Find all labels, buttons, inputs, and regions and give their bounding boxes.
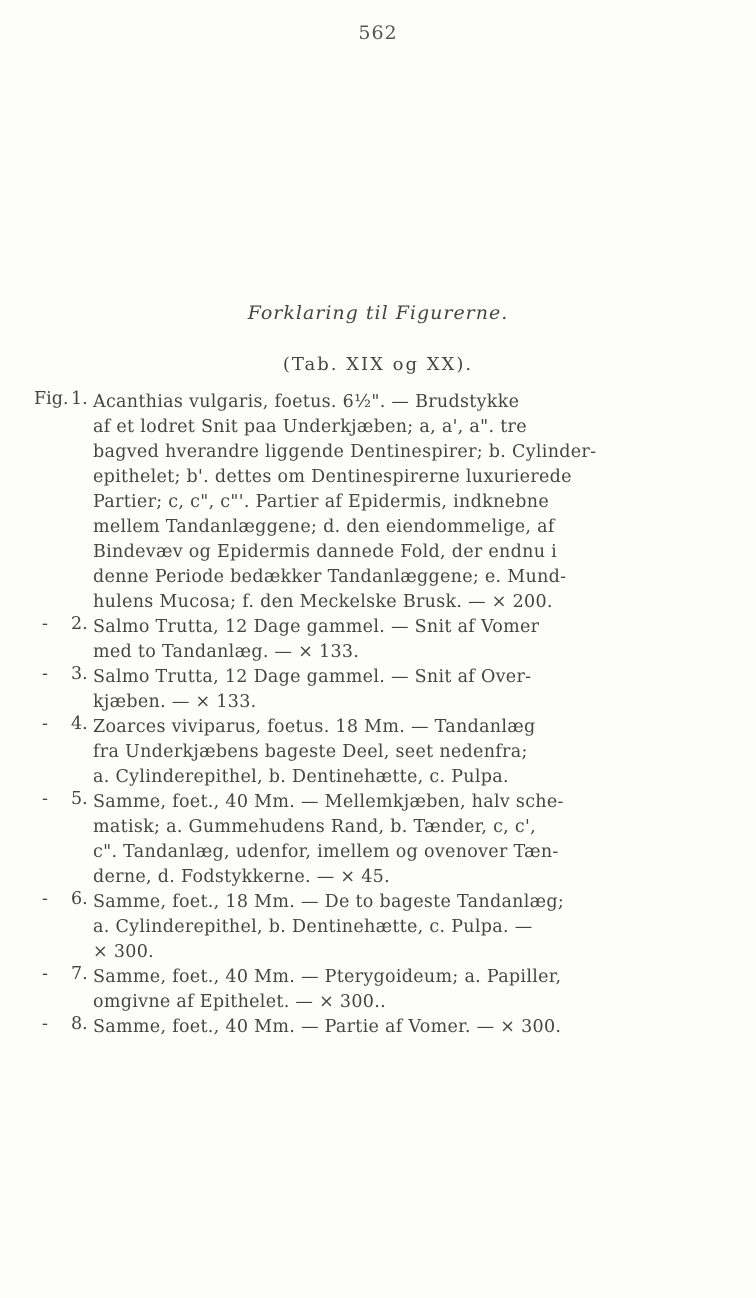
entry-line: matisk; a. Gummehudens Rand, b. Tænder, c, c', <box>93 817 536 837</box>
entry-number: 7. <box>71 964 88 984</box>
ditto-mark: - <box>42 614 48 634</box>
entry-line: Partier; c, c", c"'. Partier af Epidermis, indknebne <box>93 492 549 512</box>
entry-line: c". Tandanlæg, udenfor, imellem og ovenover Tæn- <box>93 842 559 862</box>
entry-number: 4. <box>71 714 88 734</box>
entry-number: 1. <box>71 389 88 409</box>
entry-line: fra Underkjæbens bageste Deel, seet nedenfra; <box>93 742 528 762</box>
entry-line: Samme, foet., 40 Mm. — Partie af Vomer. — × 300. <box>93 1017 562 1037</box>
entry-number: 3. <box>71 664 88 684</box>
plate-reference: (Tab. XIX og XX). <box>282 354 474 375</box>
ditto-mark: - <box>42 664 48 684</box>
ditto-mark: - <box>42 714 48 734</box>
entry-line: mellem Tandanlæggene; d. den eiendommelige, af <box>93 517 555 537</box>
fig-prefix: Fig. <box>34 389 69 409</box>
entry-line: bagved hverandre liggende Dentinespirer; b. Cylinder- <box>93 442 597 462</box>
entry-number: 5. <box>71 789 88 809</box>
entry-line: a. Cylinderepithel, b. Dentinehætte, c. Pulpa. <box>93 767 509 787</box>
entry-line: af et lodret Snit paa Underkjæben; a, a', a". tre <box>93 417 527 437</box>
ditto-mark: - <box>42 964 48 984</box>
entry-line: a. Cylinderepithel, b. Dentinehætte, c. Pulpa. — <box>93 917 533 937</box>
entry-line: hulens Mucosa; f. den Meckelske Brusk. — × 200. <box>93 592 553 612</box>
entry-line: omgivne af Epithelet. — × 300.. <box>93 992 386 1012</box>
entry-line: Zoarces viviparus, foetus. 18 Mm. — Tandanlæg <box>93 717 536 737</box>
entry-number: 8. <box>71 1014 88 1034</box>
page-title: Forklaring til Figurerne. <box>247 302 509 324</box>
entry-line: kjæben. — × 133. <box>93 692 257 712</box>
entry-line: Bindevæv og Epidermis dannede Fold, der endnu i <box>93 542 558 562</box>
page-number: 562 <box>358 22 398 44</box>
entry-number: 6. <box>71 889 88 909</box>
entry-line: Samme, foet., 18 Mm. — De to bageste Tandanlæg; <box>93 892 565 912</box>
entry-line: derne, d. Fodstykkerne. — × 45. <box>93 867 390 887</box>
ditto-mark: - <box>42 789 48 809</box>
entry-line: epithelet; b'. dettes om Dentinespirerne luxurierede <box>93 467 572 487</box>
entry-number: 2. <box>71 614 88 634</box>
entry-line: med to Tandanlæg. — × 133. <box>93 642 360 662</box>
ditto-mark: - <box>42 1014 48 1034</box>
entry-line: Salmo Trutta, 12 Dage gammel. — Snit af Over- <box>93 667 532 687</box>
ditto-mark: - <box>42 889 48 909</box>
entry-line: Acanthias vulgaris, foetus. 6½". — Brudstykke <box>93 392 520 412</box>
entry-line: Salmo Trutta, 12 Dage gammel. — Snit af Vomer <box>93 617 540 637</box>
entry-line: Samme, foet., 40 Mm. — Mellemkjæben, halv sche- <box>93 792 564 812</box>
entry-line: denne Periode bedækker Tandanlæggene; e. Mund- <box>93 567 567 587</box>
entry-line: Samme, foet., 40 Mm. — Pterygoideum; a. Papiller, <box>93 967 562 987</box>
entry-line: × 300. <box>93 942 154 962</box>
